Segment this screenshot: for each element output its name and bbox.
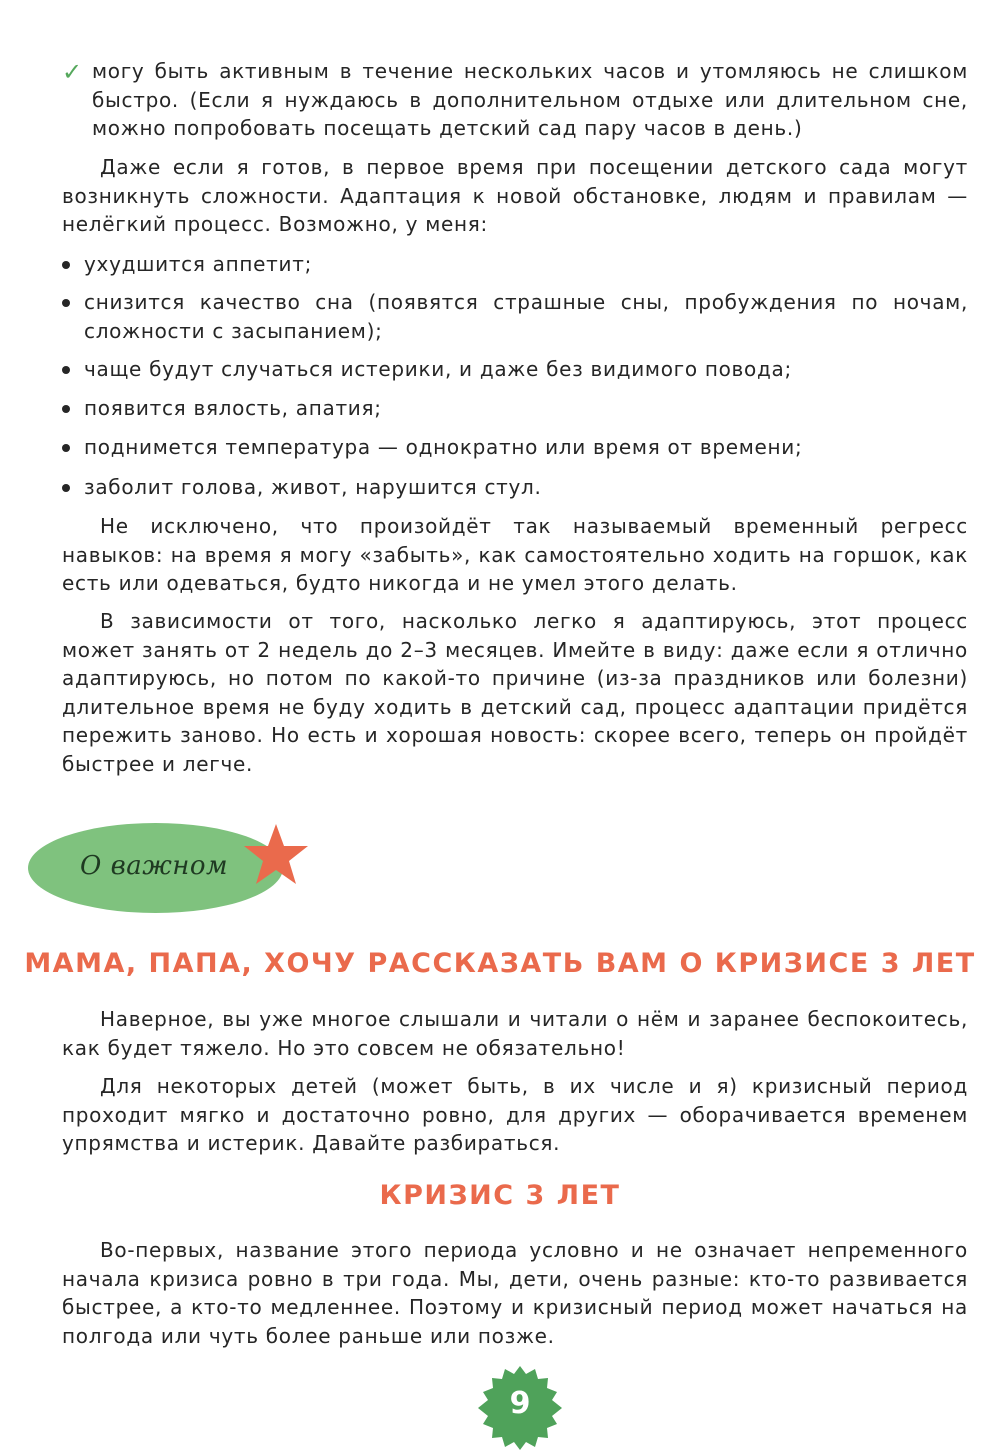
bullet-icon [62, 261, 70, 269]
bullet-icon [62, 366, 70, 374]
list-item: ухудшится аппетит; [62, 250, 968, 279]
check-icon: ✓ [62, 58, 83, 86]
list-item: чаще будут случаться истерики, и даже без видимого повода; [62, 355, 968, 384]
paragraph-duration: В зависимости от того, насколько легко я адаптируюсь, этот процесс может занять от 2 недель до 2–3 месяцев. Имейте в виду: даже если я отлично адаптируюсь, но потом по какой-то причине (из-за праздников или болезни) длительное время не буду ходить в детский сад, процесс адаптации придётся пережить заново. Но есть и хорошая новость: скорее всего, теперь он пройдёт быстрее и легче. [62, 609, 968, 776]
paragraph-crisis-types: Для некоторых детей (может быть, в их числе и я) кризисный период проходит мягко и достаточно ровно, для других — оборачивается временем упрямства и истерик. Давайте разбираться. [62, 1074, 968, 1155]
subsection-heading: КРИЗИС 3 ЛЕТ [379, 1180, 621, 1211]
list-item: заболит голова, живот, нарушится стул. [62, 473, 968, 502]
page-number: 9 [509, 1386, 531, 1421]
paragraph-crisis-age: Во-первых, название этого периода условно и не означает непременного начала кризиса ровно в три года. Мы, дети, очень разные: кто-то развивается быстрее, а кто-то медленнее. Поэтому и кризисный период может начаться на полгода или чуть более раньше или позже. [62, 1238, 968, 1348]
bullet-icon [62, 405, 70, 413]
bullet-icon [62, 299, 70, 307]
list-item: появится вялость, апатия; [62, 394, 968, 423]
paragraph-crisis-intro: Наверное, вы уже многое слышали и читали о нём и заранее беспокоитесь, как будет тяжело. Но это совсем не обязательно! [62, 1007, 968, 1060]
section-heading: МАМА, ПАПА, ХОЧУ РАССКАЗАТЬ ВАМ О КРИЗИСЕ 3 ЛЕТ [24, 948, 976, 979]
page-number-badge [478, 1366, 562, 1450]
list-item: поднимется температура — однократно или время от времени; [62, 433, 968, 462]
list-item: снизится качество сна (появятся страшные сны, пробуждения по ночам, сложности с засыпанием); [62, 288, 968, 345]
checklist-item: могу быть активным в течение нескольких часов и утомляюсь не слишком быстро. (Если я нуждаюсь в дополнительном отдыхе или длительном сне, можно попробовать посещать детский сад пару часов в день.) [92, 59, 968, 140]
star-icon [240, 820, 312, 892]
bullet-icon [62, 444, 70, 452]
paragraph-adaptation: Даже если я готов, в первое время при посещении детского сада могут возникнуть сложности. Адаптация к новой обстановке, людям и правилам — нелёгкий процесс. Возможно, у меня: [62, 155, 968, 236]
bullet-icon [62, 484, 70, 492]
paragraph-regress: Не исключено, что произойдёт так называемый временный регресс навыков: на время я могу «забыть», как самостоятельно ходить на горшок, как есть или одеваться, будто никогда и не умел этого делать. [62, 514, 968, 595]
badge-label: О важном [80, 851, 229, 881]
important-badge [28, 823, 283, 913]
